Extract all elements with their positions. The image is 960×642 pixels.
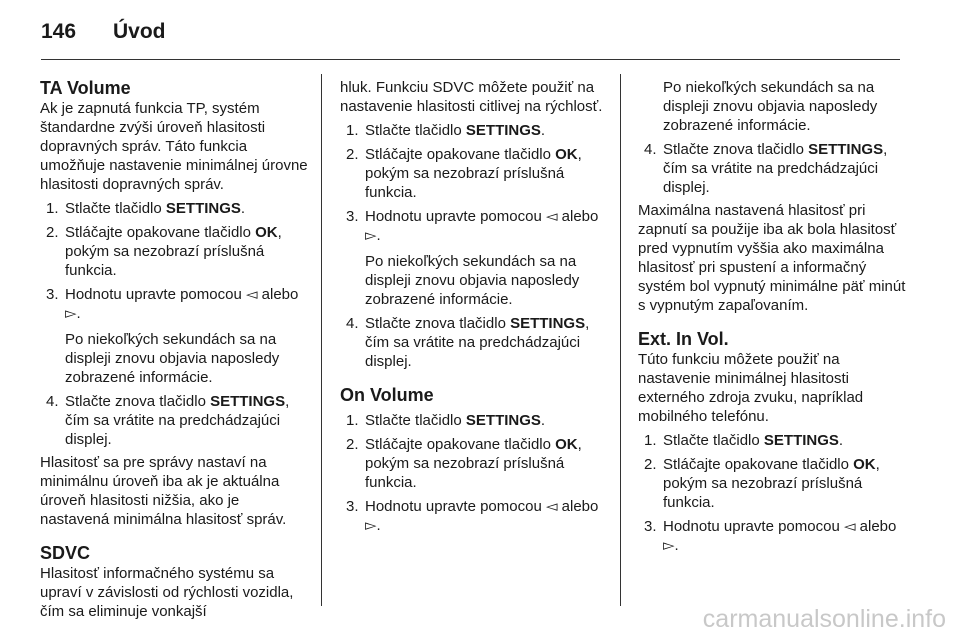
list-item: 3. Hodnotu upravte pomocou ◅ alebo ▻. Po niekoľkých sekundách sa na displeji znovu objavia naposledy zobrazené informácie. (340, 207, 608, 309)
on-volume-steps (340, 411, 608, 535)
settings-button-label: SETTINGS (763, 432, 839, 449)
list-item: 4. Stlačte znova tlačidlo SETTINGS, čím sa vrátite na predchádzajúci displej. (46, 393, 290, 448)
list-item: 1. Stlačte tlačidlo SETTINGS. (346, 412, 546, 429)
list-item: 1. Stlačte tlačidlo SETTINGS. (346, 122, 546, 139)
ok-button-label: OK (853, 456, 876, 473)
settings-button-label: SETTINGS (808, 141, 884, 158)
list-item: 1. Stlačte tlačidlo SETTINGS. (46, 200, 246, 217)
arrow-left-icon: ◅ (545, 208, 558, 225)
column-2 (340, 78, 608, 535)
arrow-right-icon: ▻ (365, 517, 377, 534)
on-volume-outro: Maximálna nastavená hlasitosť pri zapnutí sa použije iba ak bola hlasitosť pred vypnutím vyššia ako maximálna hlasitosť pri spustení a informačný systém bol vypnutý minimálne päť minút s vypnutým zapaľovaním. (638, 202, 906, 314)
chapter-title: Úvod (113, 20, 166, 43)
list-item: 2. Stláčajte opakovane tlačidlo OK, pokým sa nezobrazí príslušná funkcia. (46, 224, 282, 279)
settings-button-label: SETTINGS (165, 200, 241, 217)
arrow-right-icon: ▻ (663, 537, 675, 554)
list-item: 2. Stláčajte opakovane tlačidlo OK, pokým sa nezobrazí príslušná funkcia. (346, 146, 582, 201)
section-heading-sdvc: SDVC (40, 543, 91, 563)
section-heading-on-volume: On Volume (340, 385, 434, 405)
settings-button-label: SETTINGS (210, 393, 286, 410)
arrow-right-icon: ▻ (65, 305, 77, 322)
list-item: 4. Stlačte znova tlačidlo SETTINGS, čím sa vrátite na predchádzajúci displej. (346, 315, 590, 370)
ta-volume-outro: Hlasitosť sa pre správy nastaví na minimálnu úroveň iba ak je aktuálna úroveň hlasitosti nižšia, ako je nastavená minimálna hlasitosť správ. (40, 454, 287, 528)
sdvc-text: Hlasitosť informačného systému sa upraví v závislosti od rýchlosti vozidla, čím sa eliminuje vonkajší (40, 565, 294, 620)
page-header (41, 20, 900, 44)
list-item: 3. Hodnotu upravte pomocou ◅ alebo ▻. Po niekoľkých sekundách sa na displeji znovu objavia naposledy zobrazené informácie. (40, 285, 312, 387)
step-note: Po niekoľkých sekundách sa na displeji znovu objavia naposledy zobrazené informácie. (65, 331, 280, 386)
list-item: 2. Stláčajte opakovane tlačidlo OK, pokým sa nezobrazí príslušná funkcia. (346, 436, 582, 491)
section-heading-ext-in-vol: Ext. In Vol. (638, 329, 729, 349)
arrow-right-icon: ▻ (365, 227, 377, 244)
list-item: 3. Hodnotu upravte pomocou ◅ alebo ▻. (346, 498, 599, 534)
column-divider-2 (620, 74, 621, 606)
watermark: carmanualsonline.info (702, 605, 946, 633)
ta-volume-steps (40, 199, 312, 449)
step-note: Po niekoľkých sekundách sa na displeji znovu objavia naposledy zobrazené informácie. (663, 79, 878, 134)
list-item: 1. Stlačte tlačidlo SETTINGS. (644, 432, 844, 449)
header-rule (41, 59, 900, 60)
sdvc-steps (340, 121, 608, 371)
arrow-left-icon: ◅ (843, 518, 856, 535)
column-3 (638, 78, 906, 555)
step-note: Po niekoľkých sekundách sa na displeji znovu objavia naposledy zobrazené informácie. (365, 253, 580, 308)
ok-button-label: OK (555, 436, 578, 453)
sdvc-text-continued: hluk. Funkciu SDVC môžete použiť na nastavenie hlasitosti citlivej na rýchlosť. (340, 79, 603, 115)
arrow-left-icon: ◅ (245, 286, 258, 303)
settings-button-label: SETTINGS (510, 315, 586, 332)
on-volume-steps-continued (638, 140, 906, 197)
page-number: 146 (41, 20, 77, 43)
list-item: 4. Stlačte znova tlačidlo SETTINGS, čím sa vrátite na predchádzajúci displej. (644, 141, 888, 196)
ta-volume-intro: Ak je zapnutá funkcia TP, systém štandardne zvýši úroveň hlasitosti dopravných správ. Táto funkcia umožňuje nastavenie minimálnej úrovne hlasitosti dopravných správ. (40, 100, 308, 193)
list-item: 3. Hodnotu upravte pomocou ◅ alebo ▻. (644, 518, 897, 554)
column-1 (40, 78, 312, 621)
section-heading-ta-volume: TA Volume (40, 78, 131, 98)
arrow-left-icon: ◅ (545, 498, 558, 515)
ok-button-label: OK (255, 224, 278, 241)
settings-button-label: SETTINGS (465, 122, 541, 139)
column-divider-1 (321, 74, 322, 606)
settings-button-label: SETTINGS (465, 412, 541, 429)
ext-in-vol-intro: Túto funkciu môžete použiť na nastavenie minimálnej hlasitosti externého zdroja zvuku, napríklad mobilného telefónu. (638, 351, 864, 425)
list-item: 2. Stláčajte opakovane tlačidlo OK, pokým sa nezobrazí príslušná funkcia. (644, 456, 880, 511)
ok-button-label: OK (555, 146, 578, 163)
ext-in-vol-steps (638, 431, 906, 555)
